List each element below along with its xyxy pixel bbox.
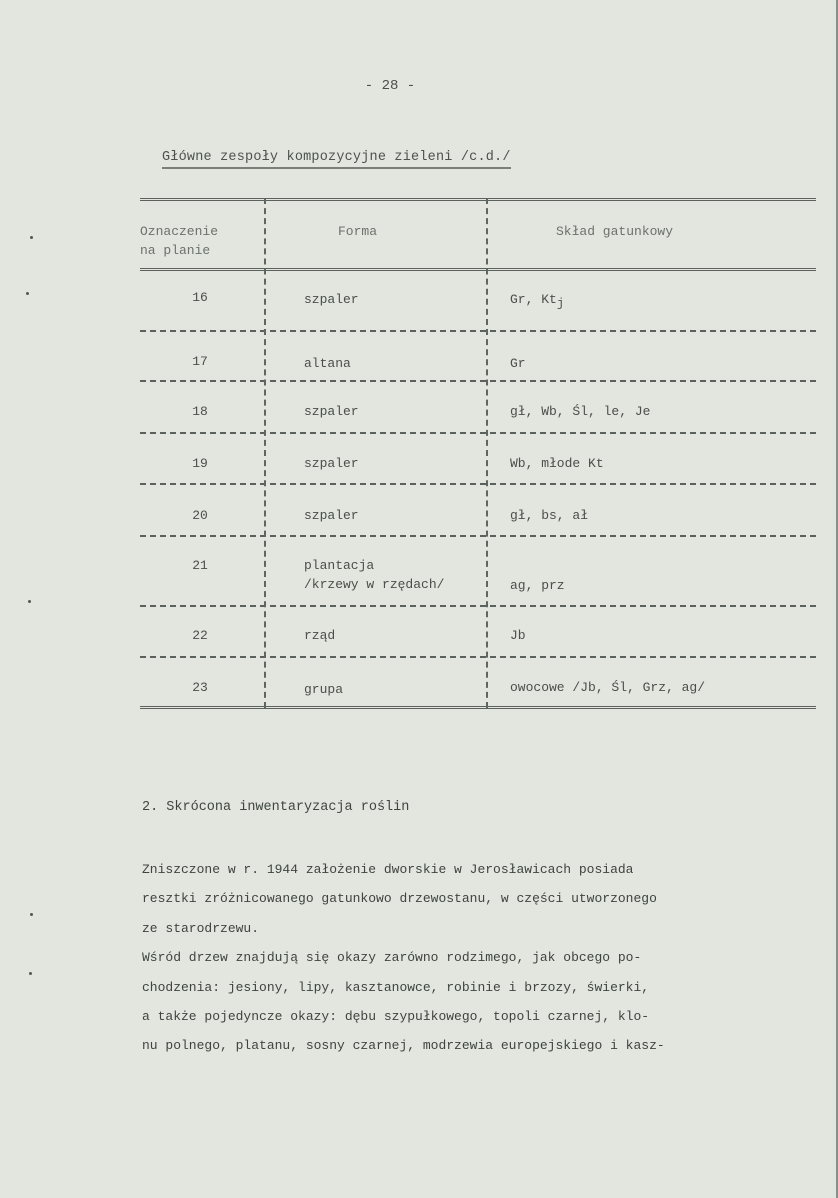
- text-line: ze starodrzewu.: [142, 920, 260, 936]
- row-number: 21: [192, 558, 208, 573]
- row-number: 17: [192, 354, 208, 369]
- table-rule: [140, 706, 816, 709]
- row-forma: rząd: [304, 628, 336, 643]
- row-sklad: Wb, młode Kt: [510, 456, 604, 471]
- section-heading: 2. Skrócona inwentaryzacja roślin: [142, 800, 410, 815]
- table-title: Główne zespoły kompozycyjne zieleni /c.d./: [162, 150, 511, 169]
- row-sklad: ag, prz: [510, 578, 565, 593]
- row-sklad: Gr, $Kt_j$: [510, 292, 565, 311]
- text-line: chodzenia: jesiony, lipy, kasztanowce, robinie i brzozy, świerki,: [142, 979, 650, 995]
- table-rule: [140, 605, 816, 607]
- margin-mark: [29, 972, 32, 975]
- row-number: 20: [192, 508, 208, 523]
- table-rule: [140, 268, 816, 271]
- header-sklad: Skład gatunkowy: [556, 224, 674, 239]
- page-number: - 28 -: [364, 78, 416, 94]
- table-rule: [140, 432, 816, 434]
- row-number: 18: [192, 404, 208, 419]
- table-rule: [140, 198, 816, 201]
- text-line: resztki zróżnicowanego gatunkowo drzewostanu, w części utworzonego: [142, 891, 657, 907]
- text-line: Wśród drzew znajdują się okazy zarówno rodzimego, jak obcego po-: [142, 950, 642, 966]
- row-forma: szpaler: [304, 508, 359, 523]
- text-line: Zniszczone w r. 1944 założenie dworskie w Jerosławicach posiada: [142, 862, 634, 877]
- table-rule: [140, 483, 816, 485]
- row-sklad: gł, bs, ał: [510, 508, 589, 523]
- row-sklad: owocowe /Jb, Śl, Grz, ag/: [510, 680, 706, 695]
- row-sklad: Jb: [510, 628, 526, 643]
- column-divider: [264, 198, 266, 708]
- header-oznaczenie: Oznaczenie na planie: [140, 224, 219, 258]
- row-sklad: gł, Wb, Śl, le, Je: [510, 404, 651, 419]
- column-divider: [486, 198, 488, 708]
- row-number: 23: [192, 680, 208, 695]
- row-forma: grupa: [304, 682, 344, 697]
- row-forma: szpaler: [304, 456, 359, 471]
- row-number: 16: [192, 290, 208, 305]
- row-number: 22: [192, 628, 208, 643]
- row-number: 19: [192, 456, 208, 471]
- margin-mark: [30, 913, 33, 916]
- header-forma: Forma: [338, 224, 378, 239]
- text-line: nu polnego, platanu, sosny czarnej, modrzewia europejskiego i kasz-: [142, 1038, 665, 1054]
- text-line: a także pojedyncze okazy: dębu szypułkowego, topoli czarnej, klo-: [142, 1009, 650, 1025]
- table-rule: [140, 656, 816, 658]
- margin-mark: [30, 236, 33, 239]
- table-rule: [140, 380, 816, 382]
- table-rule: [140, 330, 816, 332]
- margin-mark: [26, 292, 29, 295]
- row-forma: altana: [304, 356, 351, 371]
- body-paragraph: [142, 855, 832, 1061]
- table-rule: [140, 535, 816, 537]
- row-sklad: Gr: [510, 356, 526, 371]
- row-forma: szpaler: [304, 404, 359, 419]
- row-forma: plantacja /krzewy w rzędach/: [304, 558, 445, 592]
- margin-mark: [28, 600, 31, 603]
- row-forma: szpaler: [304, 292, 359, 307]
